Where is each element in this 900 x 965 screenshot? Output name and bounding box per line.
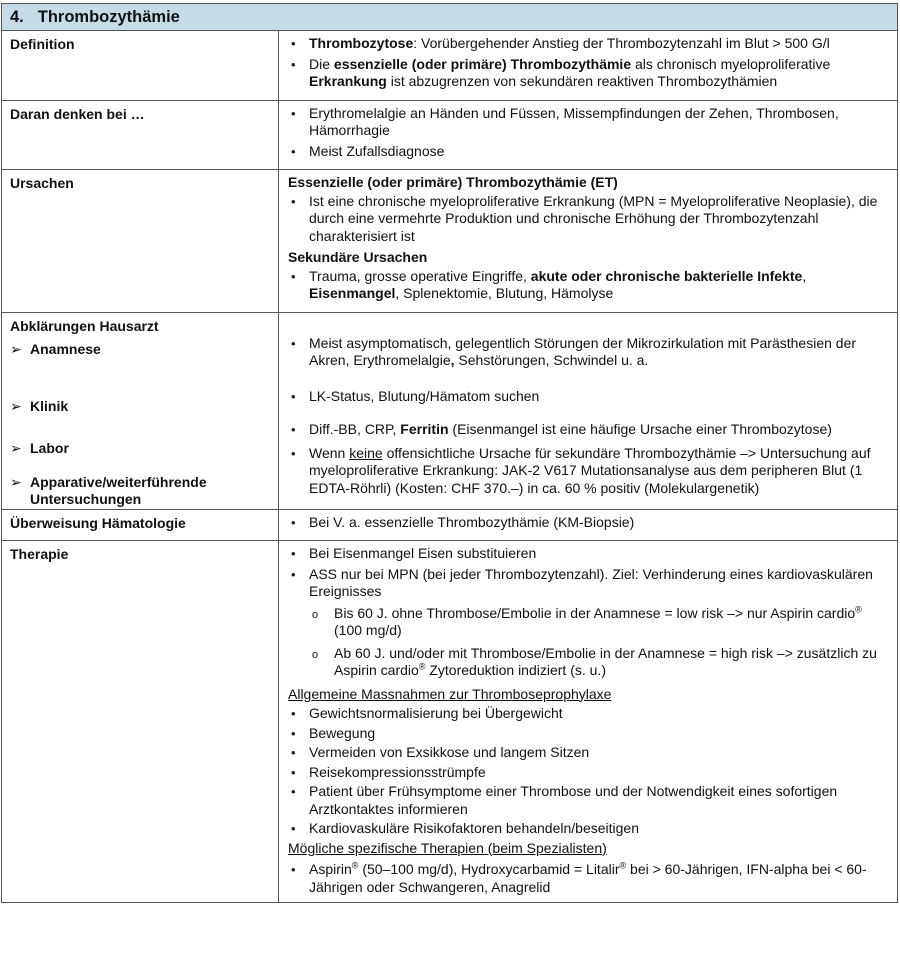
abklaerungen-title: Abklärungen Hausarzt <box>10 317 159 334</box>
content-definition <box>279 31 898 101</box>
allg-item-2: • Bewegung <box>288 725 891 743</box>
allg-item-4: • Reisekompressionsstrümpfe <box>288 764 891 782</box>
label-abklaerungen <box>2 312 279 509</box>
definition-bullet-1: • Thrombozytose: Vorübergehender Anstieg der Thrombozytenzahl im Blut > 500 G/l <box>288 35 891 53</box>
arrow-icon: ➢ <box>10 473 22 490</box>
abklaerungen-labor-text: • Diff.-BB, CRP, Ferritin (Eisenmangel ist eine häufige Ursache einer Thrombozytose) <box>288 421 891 439</box>
sublabel-klinik: ➢ Klinik <box>10 397 69 414</box>
info-table <box>1 30 898 903</box>
ursachen-heading-et: Essenzielle (oder primäre) Thrombozythämie (ET) <box>288 174 618 190</box>
daran-bullet-2: • Meist Zufallsdiagnose <box>288 143 891 161</box>
therapie-low-risk: o Bis 60 J. ohne Thrombose/Embolie in der Anamnese = low risk –> nur Aspirin cardio® (100 mg/d) <box>288 605 891 640</box>
label-daran-denken: Daran denken bei … <box>2 100 279 170</box>
row-therapie <box>2 541 898 903</box>
allg-item-1: • Gewichtsnormalisierung bei Übergewicht <box>288 705 891 723</box>
section-title: Thrombozythämie <box>37 8 180 26</box>
abklaerungen-klinik-text: • LK-Status, Blutung/Hämatom suchen <box>288 388 891 406</box>
abklaerungen-apparativ-text: • Wenn keine offensichtliche Ursache für sekundäre Thrombozythämie –> Untersuchung auf myeloproliferative Erkrankung: JAK-2 V617 Mutationsanalyse aus dem peripheren Blut (1 EDTA-Röhrli) (Kosten: CHF 370.–) in ca. 60 % positiv (Molekulargenetik) <box>288 445 891 498</box>
sublabel-apparativ: ➢ Apparative/weiterführende Untersuchungen <box>10 473 207 507</box>
allg-item-3: • Vermeiden von Exsikkose und langem Sitzen <box>288 744 891 762</box>
row-abklaerungen <box>2 312 898 509</box>
sublabel-labor: ➢ Labor <box>10 440 69 456</box>
content-ursachen <box>279 170 898 313</box>
content-abklaerungen <box>279 312 898 509</box>
daran-bullet-1: • Erythromelalgie an Händen und Füssen, Missempfindungen der Zehen, Thrombosen, Hämorrhagie <box>288 105 891 140</box>
definition-bullet-2: • Die essenzielle (oder primäre) Thrombozythämie als chronisch myeloproliferative Erkrankung ist abzugrenzen von sekundären reaktiven Thrombozythämien <box>288 56 891 91</box>
label-ursachen: Ursachen <box>2 170 279 313</box>
ursachen-heading-sekundaer: Sekundäre Ursachen <box>288 249 428 265</box>
therapie-bullet-2: • ASS nur bei MPN (bei jeder Thrombozytenzahl). Ziel: Verhinderung eines kardiovaskulären Ereignisses <box>288 566 891 601</box>
row-ueberweisung <box>2 509 898 541</box>
ursachen-bullet-2: • Trauma, grosse operative Eingriffe, akute oder chronische bakterielle Infekte, Eisenmangel, Splenektomie, Blutung, Hämolyse <box>288 268 891 303</box>
therapie-high-risk: o Ab 60 J. und/oder mit Thrombose/Embolie in der Anamnese = high risk –> zusätzlich zu Aspirin cardio® Zytoreduktion indiziert (s. u.) <box>288 645 891 680</box>
section-header <box>1 3 898 31</box>
sublabel-anamnese: ➢ Anamnese <box>10 341 101 357</box>
allg-item-6: • Kardiovaskuläre Risikofaktoren behandeln/beseitigen <box>288 820 891 838</box>
arrow-icon: ➢ <box>10 440 22 456</box>
therapie-heading-spezifisch: Mögliche spezifische Therapien (beim Spezialisten) <box>288 839 607 856</box>
therapie-bullet-1: • Bei Eisenmangel Eisen substituieren <box>288 545 891 563</box>
ursachen-bullet-1: • Ist eine chronische myeloproliferative Erkrankung (MPN = Myeloproliferative Neoplasie), die durch eine vermehrte Produktion und chronische Erhöhung der Thrombozytenzahl charakterisiert ist <box>288 193 891 246</box>
content-therapie <box>279 541 898 903</box>
row-definition <box>2 31 898 101</box>
content-daran-denken <box>279 100 898 170</box>
ueberweisung-bullet-1: • Bei V. a. essenzielle Thrombozythämie (KM-Biopsie) <box>288 514 891 532</box>
label-therapie: Therapie <box>2 541 279 903</box>
content-ueberweisung <box>279 509 898 541</box>
label-definition: Definition <box>2 31 279 101</box>
section-number: 4. <box>10 8 24 26</box>
arrow-icon: ➢ <box>10 397 22 414</box>
row-ursachen <box>2 170 898 313</box>
abklaerungen-anamnese-text: • Meist asymptomatisch, gelegentlich Störungen der Mikrozirkulation mit Parästhesien der Akren, Erythromelalgie, Sehstörungen, Schwindel u. a. <box>288 335 891 370</box>
allg-item-5: • Patient über Frühsymptome einer Thrombose und der Notwendigkeit eines sofortigen Arztkontaktes informieren <box>288 783 891 818</box>
row-daran-denken <box>2 100 898 170</box>
therapie-heading-allgemein: Allgemeine Massnahmen zur Thromboseprophylaxe <box>288 685 612 702</box>
arrow-icon: ➢ <box>10 341 22 357</box>
spez-item-1: • Aspirin® (50–100 mg/d), Hydroxycarbamid = Litalir® bei > 60-Jährigen, IFN-alpha bei < 60-Jährigen oder Schwangeren, Anagrelid <box>288 861 891 896</box>
label-ueberweisung: Überweisung Hämatologie <box>2 509 279 541</box>
